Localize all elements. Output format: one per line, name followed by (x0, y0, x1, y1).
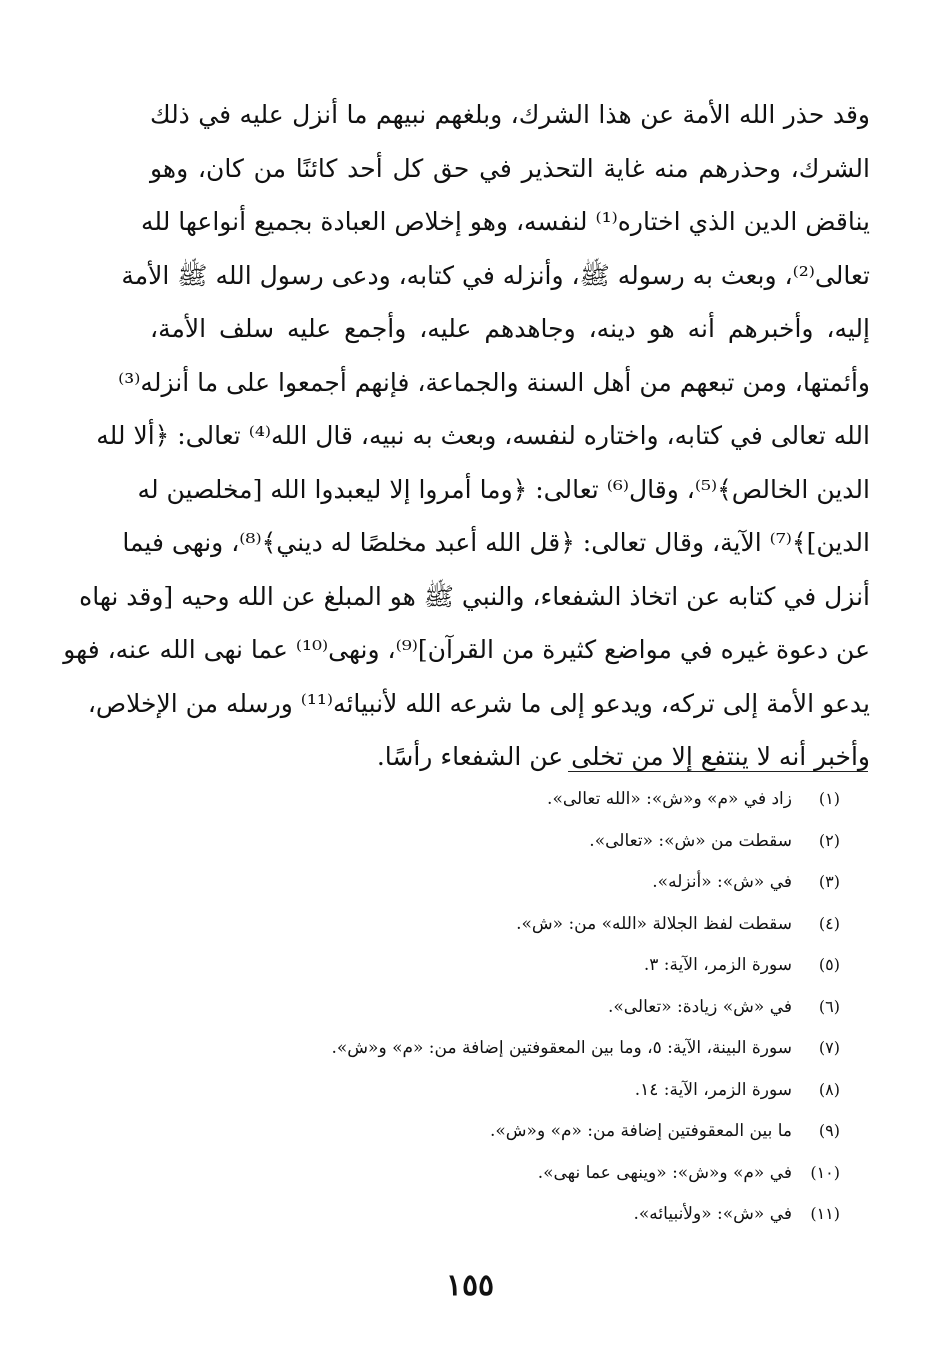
paragraph-line: الدين]﴾⁽⁷⁾ الآية، وقال تعالى: ﴿قل الله أعبد مخلصًا له ديني﴾⁽⁸⁾، ونهى فيما (122, 528, 870, 557)
footnote-item (140, 950, 840, 992)
footnote-number: (٨) (818, 1079, 840, 1099)
footnote-number: (٩) (818, 1121, 840, 1140)
footnote-number: (١) (818, 789, 840, 808)
footnote-text: زاد في «م» و«ش»: «الله تعالى». (547, 789, 792, 809)
paragraph-line: إليه، وأخبرهم أنه هو دينه، وجاهدهم عليه، وأجمع عليه سلف الأمة، (150, 314, 870, 343)
footnotes-list (140, 784, 840, 1241)
footnote-number: (٣) (818, 872, 840, 891)
footnote-text: في «م» و«ش»: «وينهى عما نهى». (537, 1162, 792, 1183)
footnote-text: سقطت لفظ الجلالة «الله» من: «ش». (516, 913, 792, 934)
footnote-item (140, 1075, 840, 1117)
footnote-text: في «ش»: «ولأنبيائه». (633, 1204, 792, 1224)
paragraph-line: عن دعوة غيره في مواضع كثيرة من القرآن]⁽⁹⁾، ونهى⁽¹⁰⁾ عما نهى الله عنه، فهو (63, 635, 870, 664)
footnote-number: (١١) (810, 1204, 840, 1223)
footnote-number: (١٠) (810, 1162, 840, 1182)
footnote-item (140, 992, 840, 1034)
footnote-number: (٧) (818, 1038, 840, 1057)
paragraph-line: الله تعالى في كتابه، واختاره لنفسه، وبعث به نبيه، قال الله⁽⁴⁾ تعالى: ﴿ألا لله (96, 421, 870, 450)
footnote-text: سورة الزمر، الآية: ١٤. (634, 1079, 792, 1100)
footnote-item (140, 1033, 840, 1075)
footnote-item (140, 1199, 840, 1241)
paragraph-line: أنزل في كتابه عن اتخاذ الشفعاء، والنبي ﷺ هو المبلغ عن الله وحيه [وقد نهاه (79, 581, 870, 611)
footnote-text: سورة الزمر، الآية: ٣. (643, 955, 792, 975)
footnote-item (140, 909, 840, 951)
paragraph-line: وقد حذر الله الأمة عن هذا الشرك، وبلغهم نبيهم ما أنزل عليه في ذلك (150, 100, 870, 129)
footnote-number: (٥) (818, 955, 840, 974)
paragraph-line: وأئمتها، ومن تبعهم من أهل السنة والجماعة، فإنهم أجمعوا على ما أنزله⁽³⁾ (118, 367, 870, 397)
footnote-text: سورة البينة، الآية: ٥، وما بين المعقوفتين إضافة من: «م» و«ش». (331, 1038, 792, 1058)
footnote-number: (٤) (818, 913, 840, 933)
main-paragraph (63, 88, 870, 784)
paragraph-line: وأخبر أنه لا ينتفع إلا من تخلى عن الشفعاء رأسًا. (376, 742, 870, 771)
footnote-item (140, 784, 840, 826)
footnote-item (140, 1116, 840, 1158)
paragraph-line: الدين الخالص﴾⁽⁵⁾، وقال⁽⁶⁾ تعالى: ﴿وما أمروا إلا ليعبدوا الله [مخلصين له (137, 474, 870, 504)
footnote-item (140, 1158, 840, 1200)
paragraph-line: الشرك، وحذرهم منه غاية التحذير في حق كل أحد كائنًا من كان، وهو (150, 153, 870, 183)
footnote-text: سقطت من «ش»: «تعالى». (589, 830, 792, 851)
footnote-number: (٢) (818, 830, 840, 850)
footnote-separator (568, 771, 868, 772)
footnote-item (140, 867, 840, 909)
footnote-text: في «ش»: «أنزله». (652, 872, 792, 892)
paragraph-line: يناقض الدين الذي اختاره⁽¹⁾ لنفسه، وهو إخلاص العبادة بجميع أنواعها لله (141, 207, 870, 236)
footnote-item (140, 826, 840, 868)
footnote-number: (٦) (818, 996, 840, 1016)
footnote-text: في «ش» زيادة: «تعالى». (607, 996, 792, 1017)
page-number: ١٥٥ (445, 1268, 495, 1303)
paragraph-line: تعالى⁽²⁾، وبعث به رسوله ﷺ، وأنزله في كتابه، ودعى رسول الله ﷺ الأمة (121, 260, 870, 290)
footnote-text: ما بين المعقوفتين إضافة من: «م» و«ش». (490, 1121, 792, 1141)
paragraph-line: يدعو الأمة إلى تركه، ويدعو إلى ما شرعه الله لأنبيائه⁽¹¹⁾ ورسله من الإخلاص، (87, 688, 870, 718)
